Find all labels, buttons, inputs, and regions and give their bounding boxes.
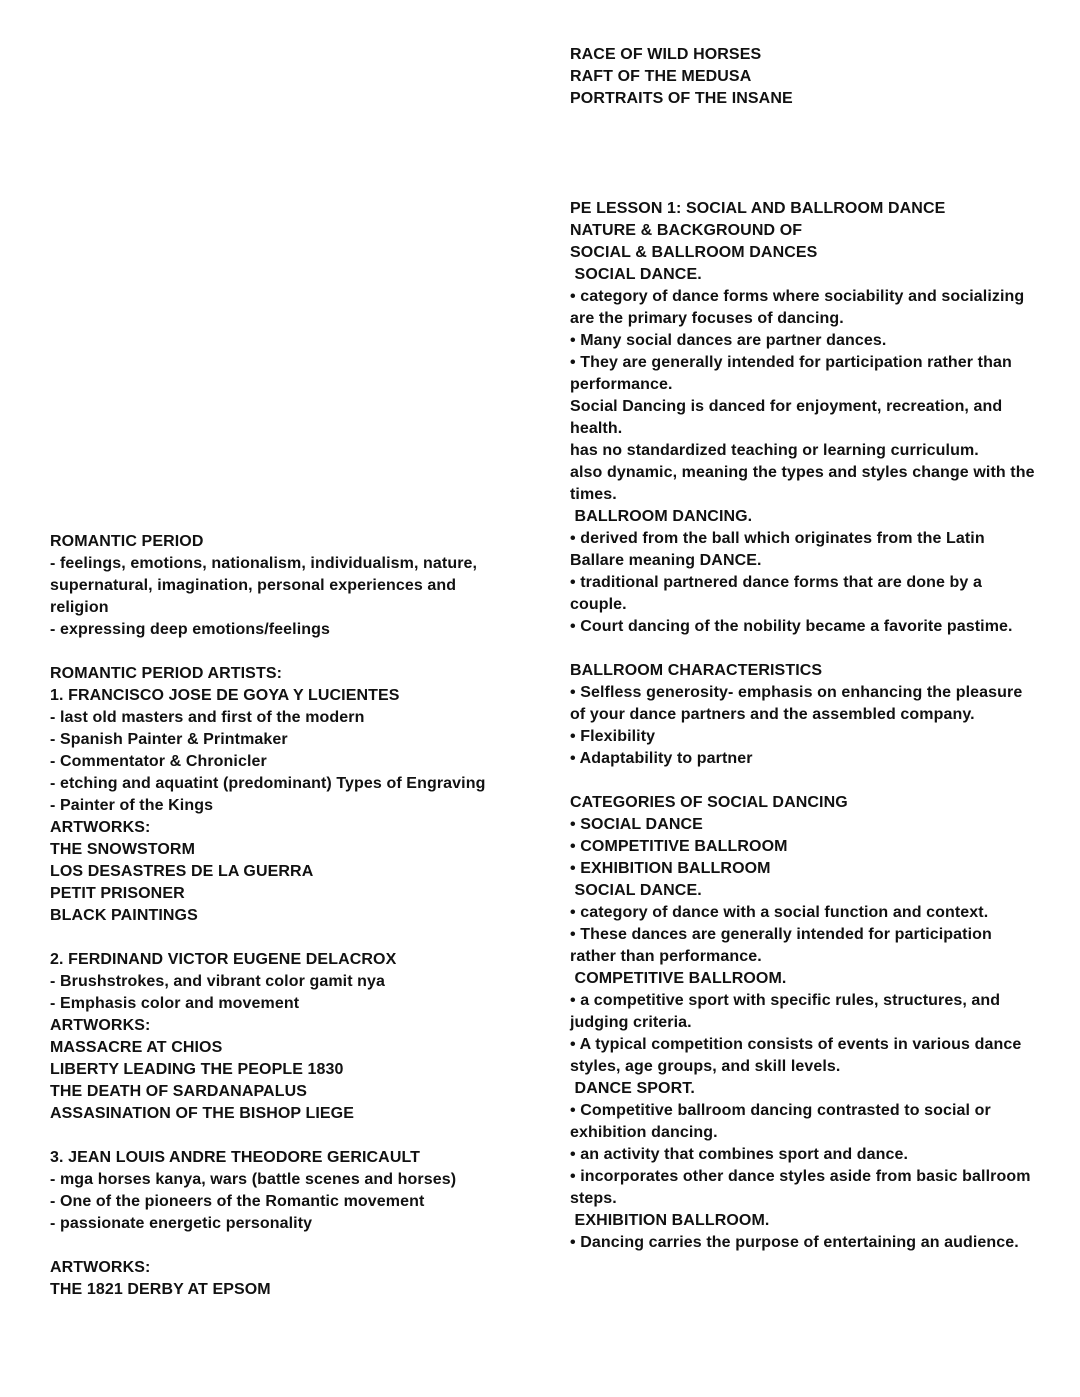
text-line: - Spanish Painter & Printmaker — [50, 731, 288, 748]
text-line: - Painter of the Kings — [50, 797, 214, 814]
text-line: - Commentator & Chronicler — [50, 753, 267, 770]
text-line: ASSASINATION OF THE BISHOP LIEGE — [50, 1105, 354, 1122]
text-block — [570, 792, 1035, 1254]
text-block — [570, 660, 1035, 770]
text-line: ARTWORKS: — [50, 819, 151, 836]
text-line: • a competitive sport with specific rules, structures, and judging criteria. — [570, 992, 1005, 1031]
text-line: - etching and aquatint (predominant) Types of Engraving — [50, 775, 486, 792]
text-line: THE DEATH OF SARDANAPALUS — [50, 1083, 308, 1100]
text-line: LIBERTY LEADING THE PEOPLE 1830 — [50, 1061, 344, 1078]
text-line: • Adaptability to partner — [570, 750, 753, 767]
text-line: ARTWORKS: — [50, 1017, 151, 1034]
text-line: BALLROOM DANCING. — [570, 508, 753, 525]
text-block — [50, 1257, 500, 1301]
text-line: • Selfless generosity- emphasis on enhancing the pleasure of your dance partners and the assembled company. — [570, 684, 1027, 723]
text-line: BLACK PAINTINGS — [50, 907, 198, 924]
text-line: also dynamic, meaning the types and styles change with the times. — [570, 464, 1040, 503]
text-line: DANCE SPORT. — [570, 1080, 695, 1097]
text-line: - expressing deep emotions/feelings — [50, 621, 331, 638]
text-line: • Court dancing of the nobility became a favorite pastime. — [570, 618, 1013, 635]
text-line: RAFT OF THE MEDUSA — [570, 68, 752, 85]
text-line: • Dancing carries the purpose of entertaining an audience. — [570, 1234, 1019, 1251]
text-line: • traditional partnered dance forms that are done by a couple. — [570, 574, 987, 613]
text-block — [50, 531, 500, 641]
text-line: Social Dancing is danced for enjoyment, recreation, and health. — [570, 398, 1007, 437]
text-line: - Emphasis color and movement — [50, 995, 300, 1012]
text-line: ARTWORKS: — [50, 1259, 151, 1276]
text-line: • category of dance with a social function and context. — [570, 904, 989, 921]
text-line: has no standardized teaching or learning curriculum. — [570, 442, 979, 459]
text-line: SOCIAL DANCE. — [570, 882, 702, 899]
text-line: • Flexibility — [570, 728, 656, 745]
text-line: 3. JEAN LOUIS ANDRE THEODORE GERICAULT — [50, 1149, 421, 1166]
text-line: • EXHIBITION BALLROOM — [570, 860, 771, 877]
text-line: PE LESSON 1: SOCIAL AND BALLROOM DANCE — [570, 200, 946, 217]
text-block — [50, 949, 500, 1125]
text-line: - One of the pioneers of the Romantic movement — [50, 1193, 425, 1210]
text-line: ROMANTIC PERIOD ARTISTS: — [50, 665, 283, 682]
text-line: • Many social dances are partner dances. — [570, 332, 887, 349]
text-line: 1. FRANCISCO JOSE DE GOYA Y LUCIENTES — [50, 687, 400, 704]
text-line: • COMPETITIVE BALLROOM — [570, 838, 788, 855]
text-line: NATURE & BACKGROUND OF — [570, 222, 803, 239]
text-line: - Brushstrokes, and vibrant color gamit nya — [50, 973, 386, 990]
text-line: COMPETITIVE BALLROOM. — [570, 970, 787, 987]
text-line: • an activity that combines sport and dance. — [570, 1146, 909, 1163]
text-line: THE 1821 DERBY AT EPSOM — [50, 1281, 271, 1298]
text-line: SOCIAL & BALLROOM DANCES — [570, 244, 818, 261]
text-line: - feelings, emotions, nationalism, individualism, nature, supernatural, imagination, personal experiences and religion — [50, 555, 482, 616]
text-line: • incorporates other dance styles aside from basic ballroom steps. — [570, 1168, 1036, 1207]
text-line: • category of dance forms where sociability and socializing are the primary focuses of dancing. — [570, 288, 1029, 327]
text-line: BALLROOM CHARACTERISTICS — [570, 662, 823, 679]
text-line: • derived from the ball which originates from the Latin Ballare meaning DANCE. — [570, 530, 990, 569]
text-block — [570, 198, 1040, 638]
text-line: - passionate energetic personality — [50, 1215, 313, 1232]
right-column — [570, 44, 1040, 1254]
text-line: • Competitive ballroom dancing contrasted to social or exhibition dancing. — [570, 1102, 996, 1141]
text-line: ROMANTIC PERIOD — [50, 533, 204, 550]
text-line: - mga horses kanya, wars (battle scenes and horses) — [50, 1171, 457, 1188]
text-line: THE SNOWSTORM — [50, 841, 196, 858]
text-line: EXHIBITION BALLROOM. — [570, 1212, 770, 1229]
text-line: • They are generally intended for participation rather than performance. — [570, 354, 1017, 393]
text-block — [50, 663, 500, 927]
text-block — [570, 44, 1035, 110]
text-block — [50, 1147, 500, 1235]
text-line: CATEGORIES OF SOCIAL DANCING — [570, 794, 848, 811]
text-line: PORTRAITS OF THE INSANE — [570, 90, 793, 107]
text-line: • SOCIAL DANCE — [570, 816, 703, 833]
text-line: SOCIAL DANCE. — [570, 266, 702, 283]
text-line: - last old masters and first of the modern — [50, 709, 365, 726]
text-line: LOS DESASTRES DE LA GUERRA — [50, 863, 314, 880]
text-line: • These dances are generally intended for participation rather than performance. — [570, 926, 997, 965]
text-line: MASSACRE AT CHIOS — [50, 1039, 223, 1056]
text-line: 2. FERDINAND VICTOR EUGENE DELACROX — [50, 951, 397, 968]
left-column — [50, 531, 500, 1301]
text-line: PETIT PRISONER — [50, 885, 185, 902]
text-line: RACE OF WILD HORSES — [570, 46, 762, 63]
text-line: • A typical competition consists of events in various dance styles, age groups, and skill levels. — [570, 1036, 1026, 1075]
